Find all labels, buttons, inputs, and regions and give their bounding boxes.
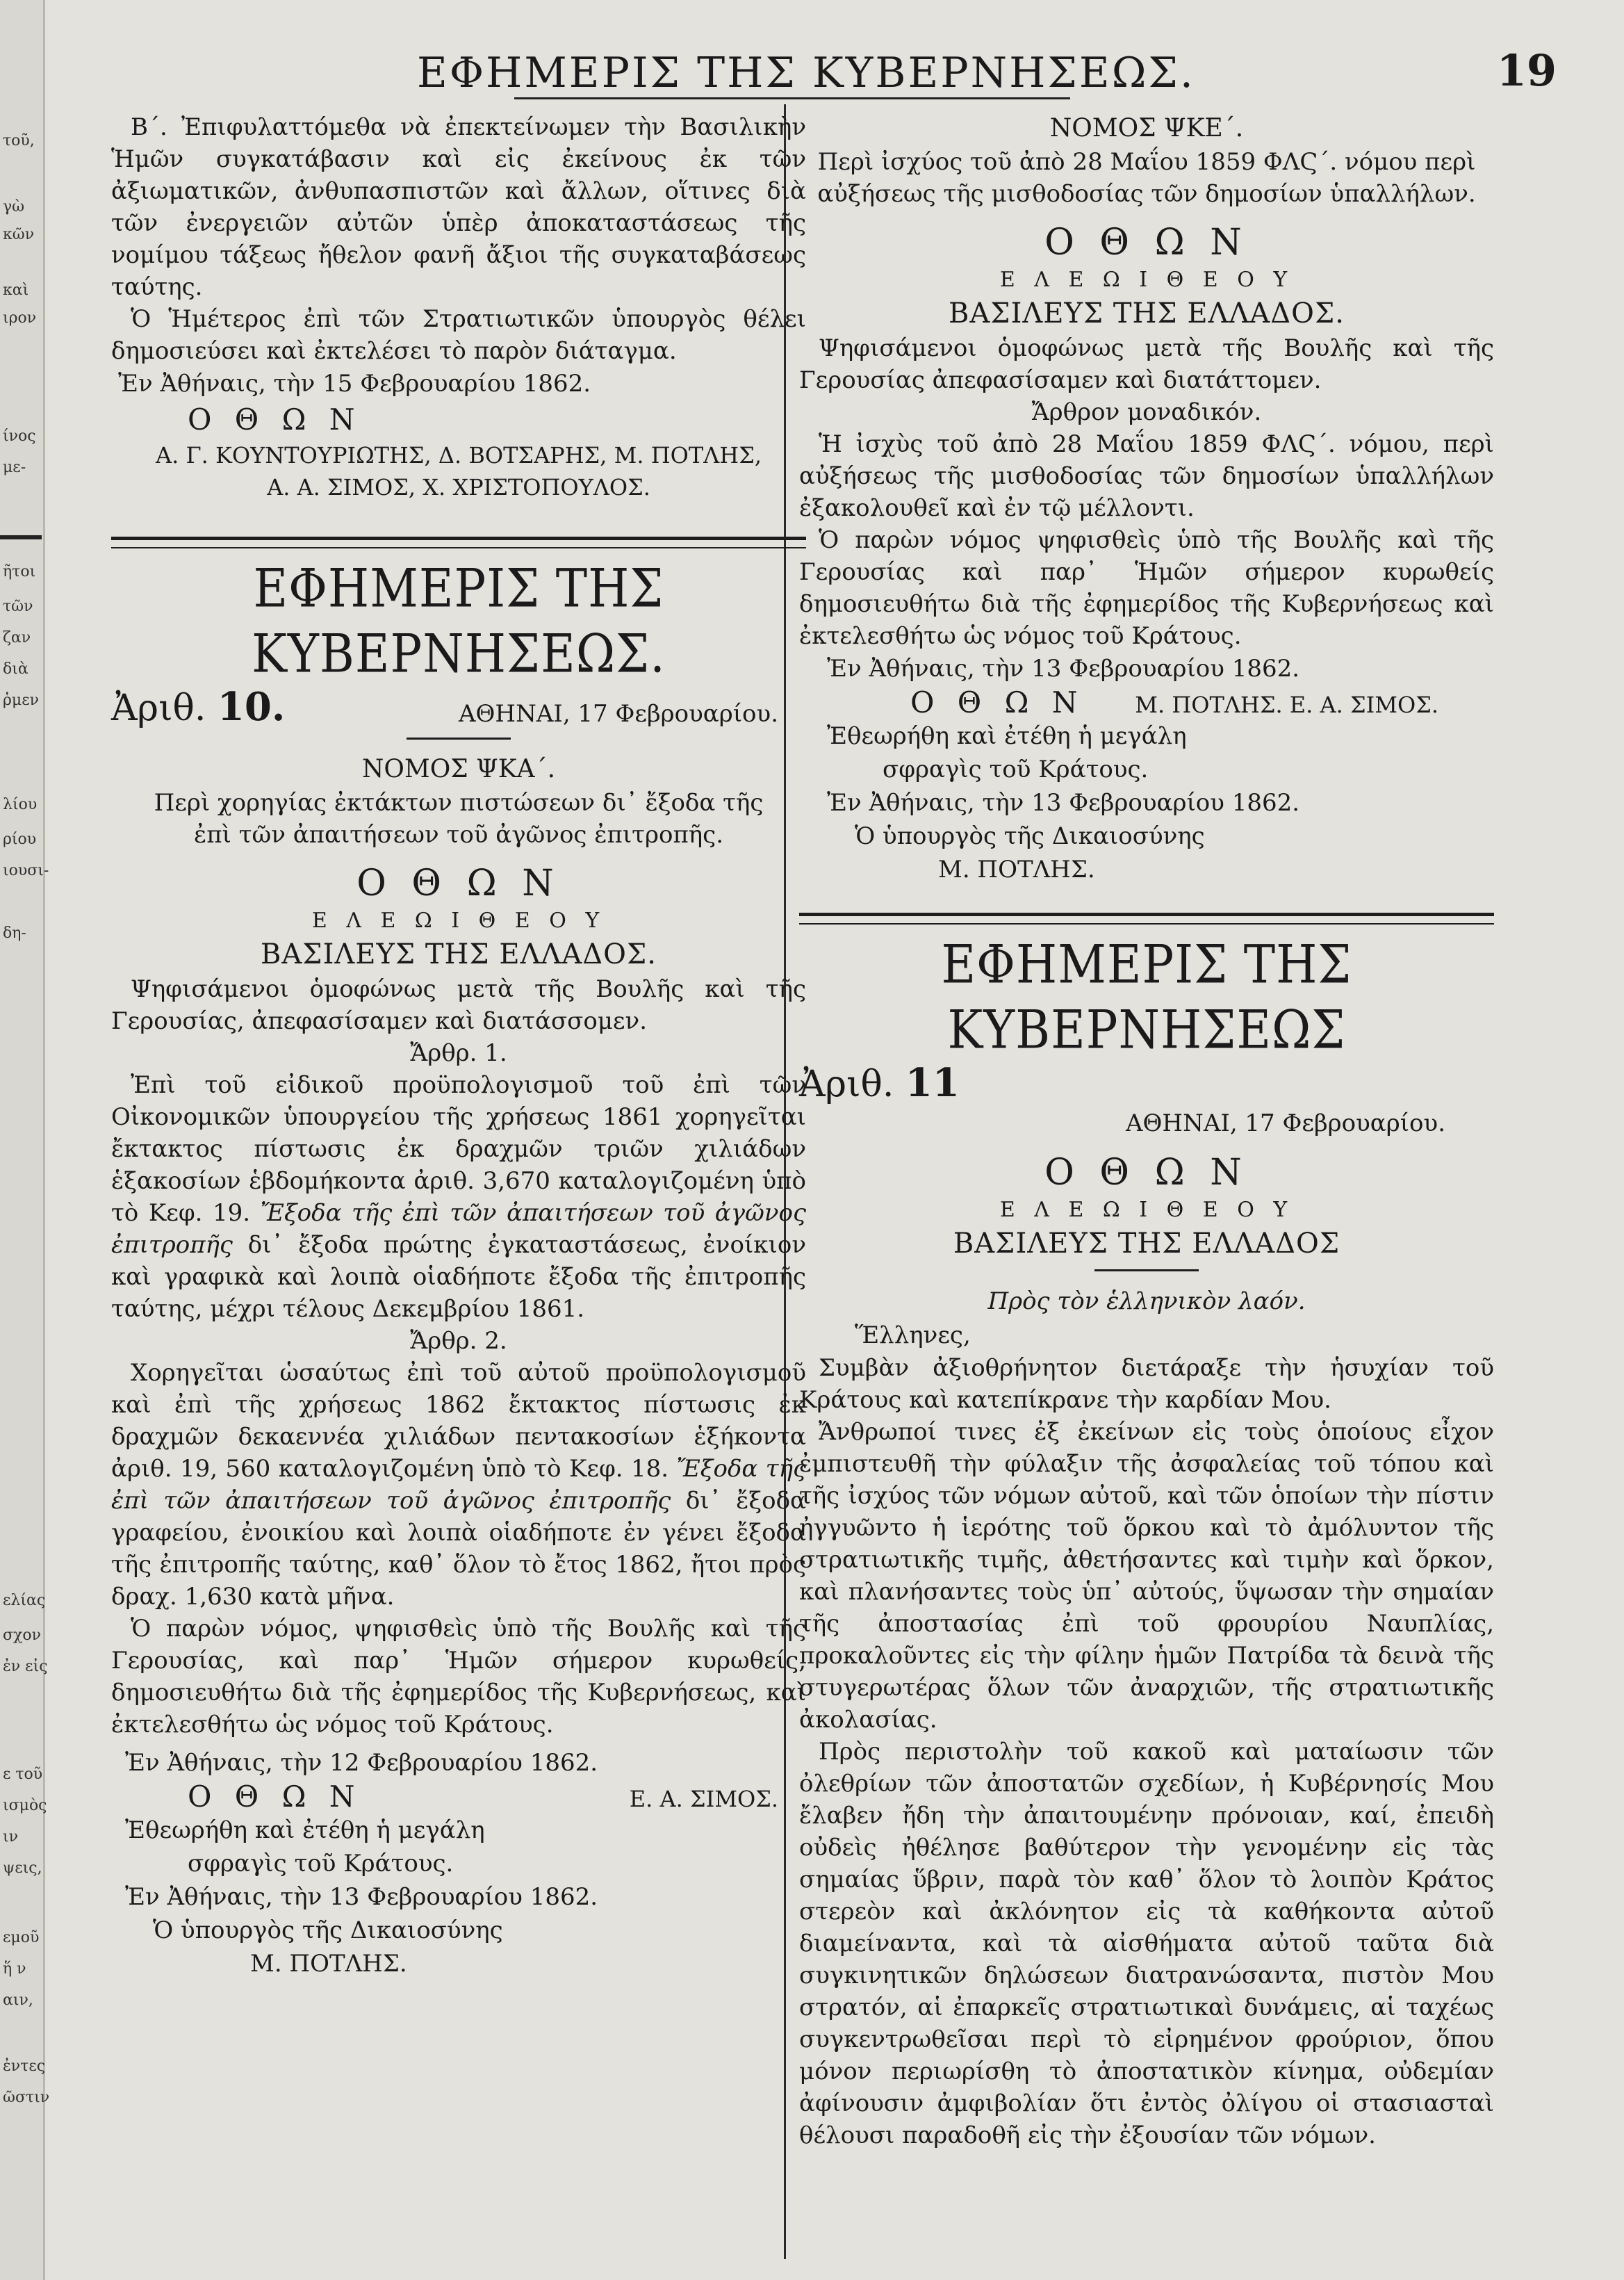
proclamation-grace-of-god: Ε Λ Ε Ω Ι Θ Ε Ο Υ: [999, 1198, 1294, 1222]
law-pske-king-title: ΒΑΣΙΛΕΥΣ ΤΗΣ ΕΛΛΑΔΟΣ.: [949, 298, 1345, 329]
right-column: [799, 111, 1494, 2151]
law-pske-signature-row: [799, 685, 1494, 719]
law-signature-row: [111, 1780, 806, 1814]
article-2-budget-heading: Ἔξοδα τῆς ἐπὶ τῶν ἀπαιτήσεων τοῦ ἀγῶνος ἐπιτροπῆς: [111, 1455, 807, 1515]
page-number: 19: [1496, 45, 1557, 96]
running-head-title: ΕΦΗΜΕΡΙΣ ΤΗΣ ΚΥΒΕΡΝΗΣΕΩΣ.: [417, 49, 1195, 97]
article-1-text-a: Ἐπὶ τοῦ εἰδικοῦ προϋπολογισμοῦ τοῦ ἐπὶ τῶν Οἰκονομικῶν ὑπουργείου τῆς χρήσεως 1861 χορηγεῖται ἔκτακτος πίστωσις ἐκ δραχμῶν τριῶν χιλιάδων ἑξακοσίων ἑβδομήκοντα ἀριθ. 3,670 καταλογιζομένη ὑπὸ τὸ Κεφ. 19.: [111, 1071, 806, 1227]
edge-fragment: ίνος: [3, 427, 36, 445]
issue11-number-label: [799, 1061, 960, 1107]
left-column: [111, 111, 806, 1980]
edge-fragment: κῶν: [3, 226, 35, 243]
article-1-heading: Ἄρθρ. 1.: [410, 1039, 507, 1067]
law-pske-article-text: Ἡ ἰσχὺς τοῦ ἀπὸ 28 Μαΐου 1859 ΦΛϚ΄. νόμου, περὶ αὐξήσεως τῆς μισθοδοσίας τῶν δημοσίων ὑπαλλήλων ἐξακολουθεῖ καὶ ἐν τῷ μέλλοντι.: [799, 430, 1494, 522]
law-title-pska: ΝΟΜΟΣ ΨΚΑ΄.: [361, 755, 556, 783]
proclamation-paragraph-3: Πρὸς περιστολὴν τοῦ κακοῦ καὶ ματαίωσιν τῶν ὀλεθρίων τῶν ἀποστατῶν σχεδίων, ἡ Κυβέρνησίς Μου ἔλαβεν ἤδη τὴν ἀπαιτουμένην πρόνοιαν, καί, ἐπειδὴ οὐδεὶς ἠθέλησε βαθύτερον τὴν γενομένην εἰς τὰς σημαίας ὕβριν, παρὰ τὸν καθ᾽ ὅλον τὸ λοιπὸν Κράτος στερεὸν καὶ ἀκλόνητον εἰς τὰ καθήκοντα αὐτοῦ διαμείναντα, καὶ τὰ αἰσθήματα αὐτοῦ ταῦτα διὰ συγκινητικῶν δηλώσεων διατρανώσαντα, πιστὸν Μου στρατόν, αἱ ἐπαρκεῖς στρατιωτικαὶ δυνάμεις, αἱ ταχέως συγκεντρωθεῖσαι περὶ τὸ εἰρημένον φρούριον, ὅπου μόνον περιωρίσθη τὸ ἀποστατικὸν κίνημα, οὐδεμίαν ἀφίνουσιν ἀμφιβολίαν ὅτι ἐντὸς ὀλίγου οἱ στασιασταὶ θέλουσι παραδοθῆ εἰς τὴν ἐξουσίαν τῶν νόμων.: [799, 1738, 1494, 2149]
edge-fragment: δη-: [3, 925, 26, 942]
article-2-heading: Ἄρθρ. 2.: [410, 1327, 507, 1355]
law-pske-seal-role: Ὁ ὑπουργὸς τῆς Δικαιοσύνης: [855, 822, 1205, 850]
edge-fragment: ιρον: [3, 309, 37, 327]
edge-fragment: εμοῦ: [3, 1929, 40, 1946]
edge-fragment: ιν: [3, 1828, 18, 1846]
seal-minister-name: Μ. ΠΟΤΛΗΣ.: [250, 1950, 407, 1978]
law-pske-article-heading: Ἄρθρον μοναδικόν.: [1031, 398, 1262, 426]
edge-fragment: ῆτοι: [3, 563, 36, 580]
law-date: Ἐν Ἀθήναις, τὴν 12 Φεβρουαρίου 1862.: [125, 1749, 598, 1777]
decree-article-b: Β΄. Ἐπιφυλαττόμεθα νὰ ἐπεκτείνωμεν τὴν Βασιλικὴν Ἡμῶν συγκατάβασιν καὶ εἰς ἐκείνους ἐκ τῶν ἀξιωματικῶν, ἀνθυπασπιστῶν καὶ ἄλλων, οἵτινες διὰ τῶν ἐνεργειῶν αὐτῶν ὑπὲρ ἀποκαταστάσεως τῆς νομίμου τάξεως ἤθελον φανῆ ἄξιοι τῆς συγκαταβάσεως ταύτης.: [111, 113, 806, 301]
section-rule-thin: [111, 547, 806, 548]
law-pske-closing: Ὁ παρὼν νόμος ψηφισθεὶς ὑπὸ τῆς Βουλῆς καὶ τῆς Γερουσίας καὶ παρ᾽ Ἡμῶν σήμερον κυρωθείς δημοσιευθήτω διὰ τῆς ἐφημερίδος τῆς Κυβερνήσεως καὶ ἐκτελεσθήτω ὡς νόμος τοῦ Κράτους.: [799, 526, 1494, 650]
proclamation-king-name: Ο Θ Ω Ν: [1044, 1152, 1249, 1194]
seal-minister-role: Ὁ ὑπουργὸς τῆς Δικαιοσύνης: [153, 1916, 503, 1944]
edge-fragment: ῶστιν: [3, 2089, 50, 2106]
article-1-budget-heading: Ἔξοδα τῆς ἐπὶ τῶν ἀπαιτήσεων τοῦ ἀγῶνος ἐπιτροπῆς: [111, 1199, 806, 1259]
decree-king-signature: Ο Θ Ω Ν: [188, 402, 362, 437]
previous-page-edge: [0, 0, 50, 2280]
law-pske-seal-line-1: Ἐθεωρήθη καὶ ἐτέθη ἡ μεγάλη: [827, 722, 1187, 750]
edge-fragment: με-: [3, 459, 26, 476]
law-pske-seal-date: Ἐν Ἀθήναις, τὴν 13 Φεβρουαρίου 1862.: [827, 789, 1300, 817]
section-rule-thick: [111, 537, 806, 540]
proclamation-paragraph-1: Συμβὰν ἀξιοθρήνητον διετάραξε τὴν ἡσυχίαν τοῦ Κράτους καὶ κατεπίκρανε τὴν καρδίαν Μου.: [799, 1354, 1494, 1414]
issue11-masthead: ΕΦΗΜΕΡΙΣ ΤΗΣ ΚΥΒΕΡΝΗΣΕΩΣ: [941, 934, 1352, 1061]
edge-fragment: τῶν: [3, 598, 33, 615]
law-grace-of-god: Ε Λ Ε Ω Ι Θ Ε Ο Υ: [311, 909, 606, 933]
proclamation-paragraph-2: Ἄνθρωποί τινες ἐξ ἐκείνων εἰς τοὺς ὁποίους εἶχον ἐμπιστευθῆ τὴν φύλαξιν τῆς ἀσφαλείας τοῦ τόπου καὶ τῆς ἰσχύος τῶν νόμων αὐτοῦ, καὶ τῶν ὁποίων τὴν πίστιν ἠγγυῶντο ἡ ἱερότης τοῦ ὅρκου καὶ τὸ ἀμόλυντον τῆς στρατιωτικῆς τιμῆς, ἀθετήσαντες καὶ τιμὴν καὶ ὅρκον, καὶ πλανήσαντες τοὺς ὑπ᾽ αὐτούς, ὕψωσαν τὴν σημαίαν τῆς ἀποστασίας ἐπὶ τοῦ φρουρίου Ναυπλίας, προκαλοῦντες εἰς τὴν φίλην ἡμῶν Πατρίδα τὰ δεινὰ τῆς στυγερωτέρας ὅλων τῶν ἀναρχιῶν, τῆς στρατιωτικῆς ἀκολασίας.: [799, 1418, 1494, 1734]
issue10-masthead: ΕΦΗΜΕΡΙΣ ΤΗΣ ΚΥΒΕΡΝΗΣΕΩΣ.: [252, 558, 666, 685]
seal-date: Ἐν Ἀθήναις, τὴν 13 Φεβρουαρίου 1862.: [125, 1883, 598, 1911]
edge-fragment: ρίου: [3, 831, 37, 848]
running-head-rule: [514, 97, 1070, 99]
edge-fragment: ε τοῦ: [3, 1766, 43, 1783]
law-subject-pske: Περὶ ἰσχύος τοῦ ἀπὸ 28 Μαΐου 1859 ΦΛϚ΄. νόμου περὶ αὐξήσεως τῆς μισθοδοσίας τῶν δημοσίων ὑπαλλήλων.: [817, 148, 1476, 208]
issue11-arith: Ἀριθ.: [799, 1064, 894, 1105]
law-pske-preamble: Ψηφισάμενοι ὁμοφώνως μετὰ τῆς Βουλῆς καὶ τῆς Γερουσίας ἀπεφασίσαμεν καὶ διατάττομεν.: [799, 334, 1494, 394]
law-subject-pska: Περὶ χορηγίας ἐκτάκτων πιστώσεων δι᾽ ἔξοδα τῆς ἐπὶ τῶν ἀπαιτήσεων τοῦ ἀγῶνος ἐπιτροπῆς.: [154, 789, 764, 849]
short-rule: [407, 738, 511, 740]
law-pske-king-signature: Ο Θ Ω Ν: [910, 685, 1085, 719]
law-minister-signature: Ε. Α. ΣΙΜΟΣ.: [629, 1786, 778, 1812]
law-pske-grace-of-god: Ε Λ Ε Ω Ι Θ Ε Ο Υ: [999, 268, 1294, 292]
proclamation-salutation: Ἕλληνες,: [855, 1321, 971, 1349]
article-2-text-a: Χορηγεῖται ὡσαύτως ἐπὶ τοῦ αὐτοῦ προϋπολογισμοῦ καὶ ἐπὶ τῆς χρήσεως 1862 ἔκτακτος πίστωσις ἐκ δραχμῶν δεκαεννέα χιλιάδων πεντακοσίων ἑξήκοντα ἀριθ. 19, 560 καταλογιζομένη ὑπὸ τὸ Κεφ. 18.: [111, 1359, 806, 1483]
law-king-signature: Ο Θ Ω Ν: [188, 1780, 362, 1814]
decree-date: Ἐν Ἀθήναις, τὴν 15 Φεβρουαρίου 1862.: [118, 370, 591, 398]
law-pske-minister-signatures: Μ. ΠΟΤΛΗΣ. Ε. Α. ΣΙΜΟΣ.: [1135, 692, 1438, 718]
section-rule-thin: [799, 923, 1494, 925]
issue11-number: 11: [905, 1060, 960, 1106]
edge-fragment: ψεις,: [3, 1859, 42, 1877]
article-2-text-b: δι᾽ ἔξοδα γραφείου, ἐνοικίου καὶ λοιπὰ οἱαδήποτε ἐν γένει ἔξοδα τῆς ἐπιτροπῆς ταύτης, καθ᾽ ὅλον τὸ ἔτος 1862, ἤτοι πρὸς δραχ. 1,630 κατὰ μῆνα.: [111, 1487, 806, 1611]
law-preamble: Ψηφισάμενοι ὁμοφώνως μετὰ τῆς Βουλῆς καὶ τῆς Γερουσίας, ἀπεφασίσαμεν καὶ διατάσσομεν.: [111, 975, 806, 1035]
edge-fragment: καὶ: [3, 282, 29, 299]
proclamation-king-title: ΒΑΣΙΛΕΥΣ ΤΗΣ ΕΛΛΑΔΟΣ: [953, 1228, 1340, 1260]
issue10-number-label: [111, 685, 285, 731]
issue10-dateline: ΑΘΗΝΑΙ, 17 Φεβρουαρίου.: [459, 700, 778, 728]
edge-fragment: λίου: [3, 796, 38, 813]
law-pske-date: Ἐν Ἀθήναις, τὴν 13 Φεβρουαρίου 1862.: [827, 655, 1300, 683]
issue11-dateline-wrap: [799, 1107, 1494, 1140]
edge-fragment: ελίας: [3, 1592, 46, 1609]
edge-fragment: ἐντες: [3, 2058, 46, 2075]
issue11-number-row: [799, 1061, 1494, 1107]
law-pske-seal-name: Μ. ΠΟΤΛΗΣ.: [938, 856, 1095, 883]
law-king-title: ΒΑΣΙΛΕΥΣ ΤΗΣ ΕΛΛΑΔΟΣ.: [261, 938, 657, 970]
issue10-arith: Ἀριθ.: [111, 687, 206, 729]
law-closing-clause: Ὁ παρὼν νόμος, ψηφισθεὶς ὑπὸ τῆς Βουλῆς καὶ τῆς Γερουσίας, καὶ παρ᾽ Ἡμῶν σήμερον κυρωθείς, δημοσιευθήτω διὰ τῆς ἐφημερίδος τῆς Κυβερνήσεως, καὶ ἐκτελεσθήτω ὡς νόμος τοῦ Κράτους.: [111, 1615, 806, 1738]
edge-fragment: γὼ: [3, 198, 25, 215]
issue11-dateline: ΑΘΗΝΑΙ, 17 Φεβρουαρίου.: [1126, 1109, 1445, 1137]
edge-fragment: αιν,: [3, 1992, 33, 2009]
law-title-pske: ΝΟΜΟΣ ΨΚΕ΄.: [1049, 114, 1244, 142]
edge-fragment: διὰ: [3, 660, 28, 678]
edge-fragment: σχον: [3, 1627, 41, 1644]
edge-fragment: ἐν εἰς: [3, 1658, 48, 1675]
section-rule-thick: [799, 913, 1494, 916]
seal-line-2: σφραγὶς τοῦ Κράτους.: [188, 1850, 454, 1878]
decree-signers-line-1: Α. Γ. ΚΟΥΝΤΟΥΡΙΩΤΗΣ, Δ. ΒΟΤΣΑΡΗΣ, Μ. ΠΟΤΛΗΣ,: [156, 442, 762, 469]
article-1-text: [111, 1069, 806, 1325]
issue10-number: 10.: [217, 684, 286, 730]
law-pske-king-name: Ο Θ Ω Ν: [1044, 222, 1249, 263]
edge-fragment: ἥ ν: [3, 1960, 26, 1978]
issue10-number-row: [111, 685, 806, 731]
decree-signers-line-2: Α. Α. ΣΙΜΟΣ, Χ. ΧΡΙΣΤΟΠΟΥΛΟΣ.: [267, 474, 650, 500]
edge-fragment: ζαν: [3, 629, 31, 646]
proclamation-address: Πρὸς τὸν ἑλληνικὸν λαόν.: [987, 1287, 1306, 1315]
article-2-text: [111, 1357, 806, 1613]
edge-fragment: τοῦ,: [3, 132, 35, 149]
article-1-text-b: δι᾽ ἔξοδα πρώτης ἐγκαταστάσεως, ἐνοίκιον καὶ γραφικὰ καὶ λοιπὰ οἱαδήποτε ἔξοδα τῆς ἐπιτροπῆς ταύτης, μέχρι τέλους Δεκεμβρίου 1861.: [111, 1231, 806, 1323]
short-rule: [1094, 1269, 1199, 1271]
edge-rule: [0, 535, 42, 539]
edge-fragment: ιουσι-: [3, 862, 49, 879]
edge-fragment: ισμὸς: [3, 1797, 47, 1814]
law-king-name: Ο Θ Ω Ν: [356, 863, 561, 904]
law-pske-seal-line-2: σφραγὶς τοῦ Κράτους.: [883, 756, 1149, 783]
decree-execution-clause: Ὁ Ἡμέτερος ἐπὶ τῶν Στρατιωτικῶν ὑπουργὸς θέλει δημοσιεύσει καὶ ἐκτελέσει τὸ παρὸν διάταγμα.: [111, 305, 806, 365]
edge-fragment: ῥμεν: [3, 692, 40, 709]
seal-line-1: Ἐθεωρήθη καὶ ἐτέθη ἡ μεγάλη: [125, 1816, 485, 1844]
